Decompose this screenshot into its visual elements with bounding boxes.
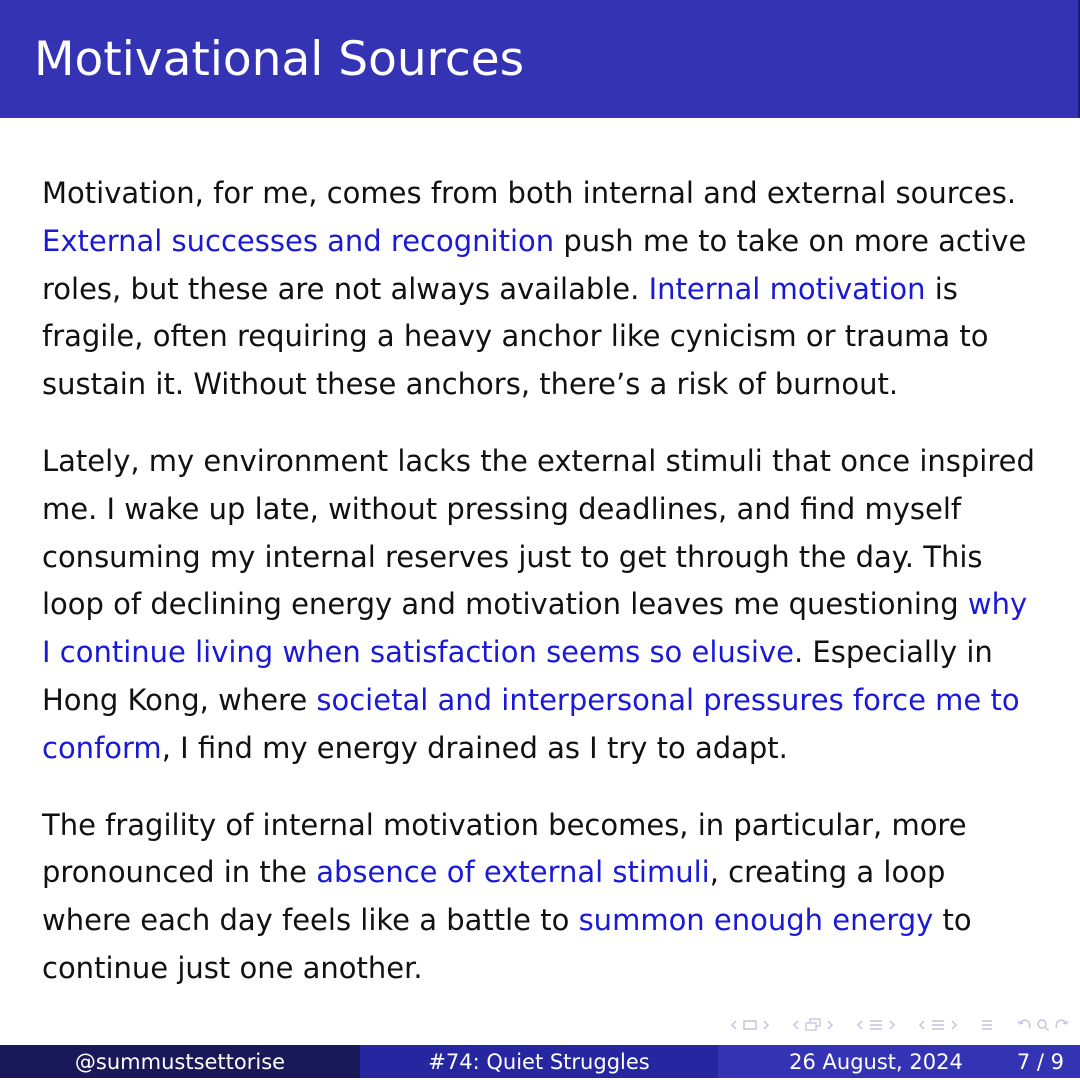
prev-subsection-icon[interactable] (792, 1019, 800, 1031)
align-icon[interactable] (980, 1018, 994, 1032)
paragraph (42, 170, 1042, 409)
page-number: 7 / 9 (1016, 1049, 1064, 1074)
next-section-doc-icon[interactable] (950, 1019, 958, 1031)
highlighted-phrase: Internal motivation (648, 271, 926, 306)
subsection-icon[interactable] (804, 1018, 822, 1032)
highlighted-phrase: External successes and recognition (42, 223, 555, 258)
frame-icon[interactable] (742, 1019, 758, 1031)
search-icon[interactable] (1036, 1018, 1050, 1032)
slide-body (42, 170, 1042, 1022)
text-run: is fragile, often requiring a heavy anchor like cynicism or trauma to sustain it. Without these anchors, there’s a risk of burnout. (42, 271, 989, 402)
text-run: push me to take on more active roles, but these are not always available. (42, 223, 1027, 306)
frame-nav-group (730, 1019, 770, 1031)
search-nav-group (1016, 1018, 1070, 1032)
section-nav-group (856, 1018, 896, 1032)
title-bar (0, 0, 1080, 118)
prev-frame-icon[interactable] (730, 1019, 738, 1031)
forward-icon[interactable] (1054, 1018, 1070, 1032)
paragraph (42, 802, 1042, 993)
highlighted-phrase: absence of external stimuli (316, 855, 710, 890)
beamer-navigation (730, 1016, 1070, 1034)
footer (0, 1045, 1080, 1078)
text-run: . Especially in Hong Kong, where (42, 635, 993, 717)
prev-section-icon[interactable] (856, 1019, 864, 1031)
subsection-nav-group (792, 1018, 834, 1032)
highlighted-phrase: summon enough energy (578, 903, 934, 938)
footer-author-text: @summustsettorise (74, 1049, 286, 1074)
text-run: , creating a loop where each day feels like a battle to (42, 855, 946, 938)
text-run: Motivation, for me, comes from both internal and external sources. (42, 176, 1017, 210)
footer-date: 26 August, 2024 (789, 1049, 963, 1074)
text-run: The fragility of internal motivation becomes, in particular, more pronounced in the (42, 807, 967, 890)
footer-title-text: #74: Quiet Struggles (428, 1049, 650, 1074)
align-nav-group (980, 1018, 994, 1032)
footer-date-page (718, 1045, 1080, 1078)
prev-section-doc-icon[interactable] (918, 1019, 926, 1031)
next-subsection-icon[interactable] (826, 1019, 834, 1031)
paragraph (42, 438, 1042, 773)
next-frame-icon[interactable] (762, 1019, 770, 1031)
document-nav-group (918, 1018, 958, 1032)
document-icon[interactable] (930, 1018, 946, 1032)
text-run: Lately, my environment lacks the external stimuli that once inspired me. I wake up late, without pressing deadlines, and find myself consuming my internal reserves just to get through the day. This loop of declining energy and motivation leaves me questioning (42, 443, 1035, 622)
highlighted-phrase: why I continue living when satisfaction seems so elusive (42, 587, 1028, 670)
footer-short-title (360, 1045, 718, 1078)
section-icon[interactable] (868, 1018, 884, 1032)
highlighted-phrase: societal and interpersonal pressures force me to conform (42, 682, 1020, 765)
text-run: , I find my energy drained as I try to adapt. (161, 730, 788, 765)
next-section-icon[interactable] (888, 1019, 896, 1031)
text-run: to continue just one another. (42, 903, 972, 985)
footer-author (0, 1045, 360, 1078)
back-icon[interactable] (1016, 1018, 1032, 1032)
slide-title: Motivational Sources (34, 32, 525, 87)
